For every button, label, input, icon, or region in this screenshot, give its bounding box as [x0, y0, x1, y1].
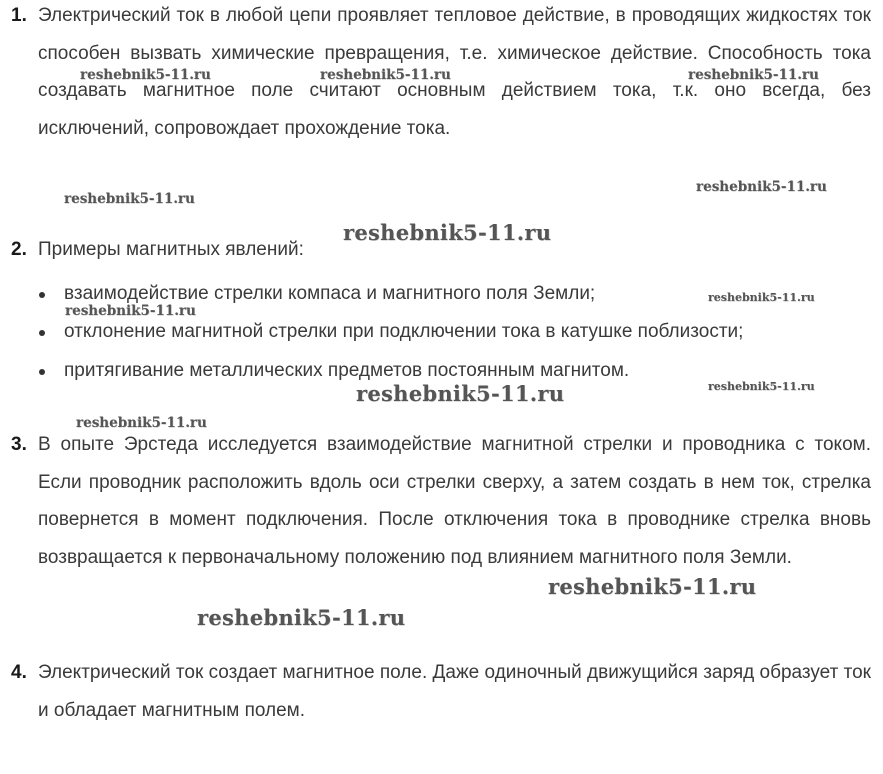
- bullet-icon: [39, 369, 45, 375]
- item-text: Электрический ток в любой цепи проявляет тепловое действие, в проводящих жидкостях ток способен вызвать химические превращения, т.е. химическое действие. Способность тока создавать магнитное поле считают основным действием тока, т.к. оно всегда, без исключений, сопровождает прохождение тока.: [38, 5, 871, 139]
- watermark: reshebnik5-11.ru: [197, 605, 406, 630]
- answer-item-4: [11, 654, 871, 729]
- watermark: reshebnik5-11.ru: [708, 380, 815, 393]
- watermark: reshebnik5-11.ru: [688, 67, 819, 83]
- bullet-icon: [39, 330, 45, 336]
- watermark: reshebnik5-11.ru: [76, 415, 207, 431]
- item-number: 4.: [11, 662, 27, 683]
- answer-item-3: [11, 426, 871, 576]
- item-number: 1.: [11, 5, 27, 26]
- bullet-icon: [39, 292, 45, 298]
- item-lead-text: Примеры магнитных явлений:: [38, 239, 304, 260]
- list-item: отклонение магнитной стрелки при подключении тока в катушке поблизости;: [38, 313, 871, 352]
- list-item: взаимодействие стрелки компаса и магнитного поля Земли;: [38, 275, 871, 314]
- list-item: притягивание металлических предметов постоянным магнитом.: [38, 352, 871, 391]
- answer-item-2: [11, 231, 871, 390]
- watermark: reshebnik5-11.ru: [708, 291, 815, 304]
- watermark: reshebnik5-11.ru: [80, 67, 211, 83]
- answer-item-1: [11, 0, 871, 147]
- item-number: 2.: [11, 239, 27, 260]
- watermark: reshebnik5-11.ru: [64, 191, 195, 207]
- bullet-list: [38, 275, 871, 391]
- watermark: reshebnik5-11.ru: [320, 67, 451, 83]
- watermark: reshebnik5-11.ru: [696, 179, 827, 195]
- watermark: reshebnik5-11.ru: [356, 381, 565, 406]
- watermark: reshebnik5-11.ru: [548, 574, 757, 599]
- watermark: reshebnik5-11.ru: [343, 220, 552, 245]
- item-number: 3.: [11, 434, 27, 455]
- item-text: Электрический ток создает магнитное поле. Даже одиночный движущийся заряд образует ток и обладает магнитным полем.: [38, 662, 871, 721]
- item-text: В опыте Эрстеда исследуется взаимодействие магнитной стрелки и проводника с током. Если проводник расположить вдоль оси стрелки сверху, а затем создать в нем ток, стрелка повернется в момент подключения. После отключения тока в проводнике стрелка вновь возвращается к первоначальному положению под влиянием магнитного поля Земли.: [38, 434, 871, 568]
- watermark: reshebnik5-11.ru: [65, 303, 196, 319]
